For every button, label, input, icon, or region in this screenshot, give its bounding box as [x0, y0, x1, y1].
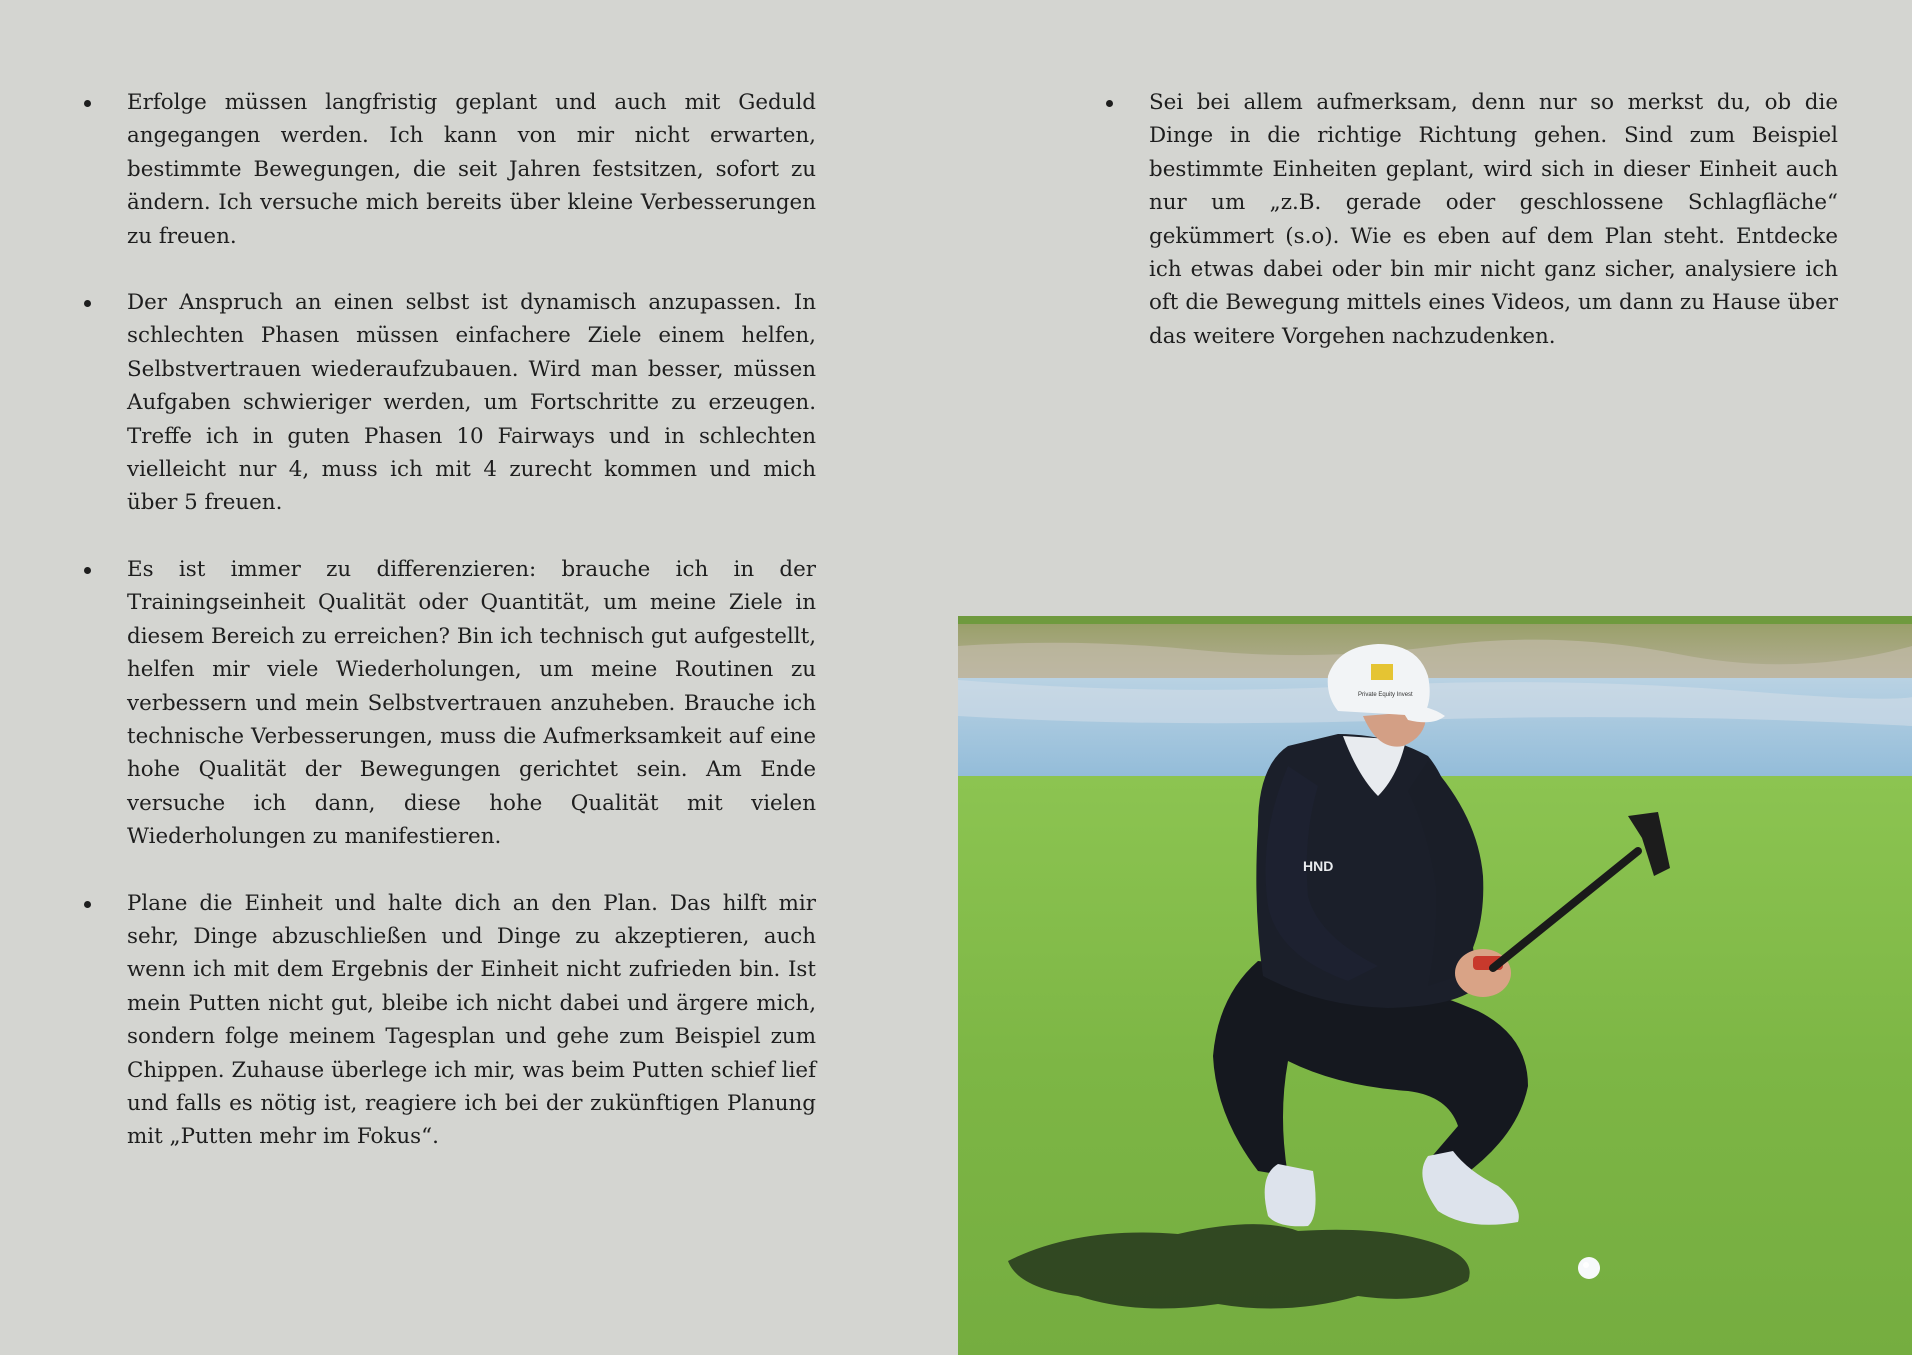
cap-logo: Private Equity Invest [1358, 692, 1413, 698]
bullet-dot-icon [1106, 100, 1113, 107]
bullet-dot-icon [84, 100, 91, 107]
bullet-text: Der Anspruch an einen selbst ist dynamisch anzupassen. In schlechten Phasen müssen einfachere Ziele einem helfen, Selbstvertrauen wiederaufzubauen. Wird man besser, müssen Aufgaben schwieriger werden, um Fortschritte zu erzeugen. Treffe ich in guten Phasen 10 Fairways und in schlechten vielleicht nur 4, muss ich mit 4 zurecht kommen und mich über 5 freuen. [127, 290, 816, 516]
sleeve-logo: HND [1303, 858, 1334, 874]
bullet-text: Erfolge müssen langfristig geplant und auch mit Geduld angegangen werden. Ich kann von mir nicht erwarten, bestimmte Bewegungen, die seit Jahren festsitzen, sofort zu ändern. Ich versuche mich bereits über kleine Verbesserungen zu freuen. [127, 90, 816, 249]
bullet-dot-icon [84, 567, 91, 574]
left-column [80, 86, 816, 1187]
bullet-item [80, 553, 816, 854]
golfer-photo [958, 616, 1912, 1355]
bullet-item [1102, 86, 1838, 353]
bullet-text: Es ist immer zu differenzieren: brauche ich in der Trainingseinheit Qualität oder Quantität, um meine Ziele in diesem Bereich zu erreichen? Bin ich technisch gut aufgestellt, helfen mir viele Wiederholungen, um meine Routinen zu verbessern und mein Selbstvertrauen anzuheben. Brauche ich technische Verbesserungen, muss die Aufmerksamkeit auf eine hohe Qualität der Bewegungen gerichtet sein. Am Ende versuche ich dann, diese hohe Qualität mit vielen Wiederholungen zu manifestieren. [127, 556, 816, 850]
bullet-item [80, 286, 816, 520]
bullet-dot-icon [84, 901, 91, 908]
right-column [1102, 86, 1838, 386]
bullet-item [80, 887, 816, 1154]
bullet-item [80, 86, 816, 253]
bullet-text: Plane die Einheit und halte dich an den Plan. Das hilft mir sehr, Dinge abzuschließen und Dinge zu akzeptieren, auch wenn ich mit dem Ergebnis der Einheit nicht zufrieden bin. Ist mein Putten nicht gut, bleibe ich nicht dabei und ärgere mich, sondern folge meinem Tagesplan und gehe zum Beispiel zum Chippen. Zuhause überlege ich mir, was beim Putten schief lief und falls es nötig ist, reagiere ich bei der zukünftigen Planung mit „Putten mehr im Fokus“. [127, 890, 816, 1150]
bullet-dot-icon [84, 300, 91, 307]
bullet-text: Sei bei allem aufmerksam, denn nur so merkst du, ob die Dinge in die richtige Richtung gehen. Sind zum Beispiel bestimmte Einheiten geplant, wird sich in dieser Einheit auch nur um „z.B. gerade oder geschlossene Schlagfläche“ gekümmert (s.o). Wie es eben auf dem Plan steht. Entdecke ich etwas dabei oder bin mir nicht ganz sicher, analysiere ich oft die Bewegung mittels eines Videos, um dann zu Hause über das weitere Vorgehen nachzudenken. [1149, 90, 1838, 349]
